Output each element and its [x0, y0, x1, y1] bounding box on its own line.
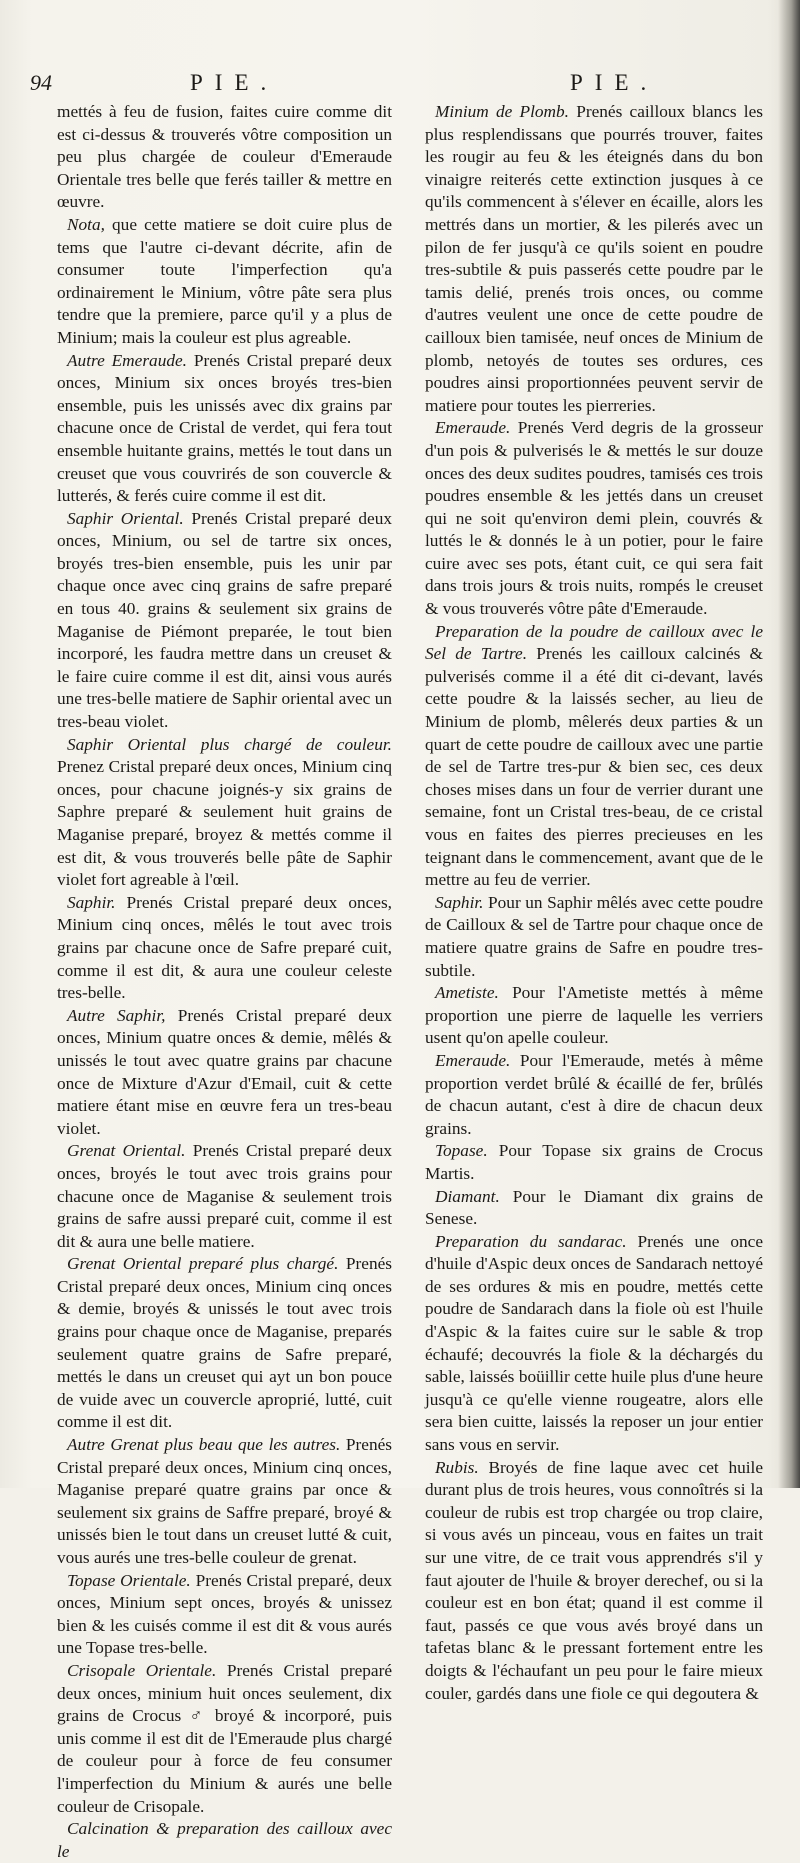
- paragraph: [57, 101, 392, 214]
- paragraph: [425, 1457, 763, 1706]
- paragraph-text: Pour l'Ametiste mettés à même proportion une pierre de laquelle les verriers usent qu'on apelle couleur.: [425, 983, 763, 1048]
- paragraph-text: Prenés Cristal preparé deux onces, Minium quatre onces & demie, mêlés & unissés le tout avec quatre grains par chacune once de Mixture d'Azur d'Email, cuit & cette matiere étant mise en œuvre fera un tres-beau violet.: [57, 1005, 392, 1138]
- paragraph-text: Prenés les cailloux calcinés & pulverisés comme il a été dit ci-devant, lavés cette poudre & la laissés secher, au lieu de Minium de plomb, mêlerés deux parties & un quart de cette poudre de cailloux avec une partie de sel de Tartre tres-pur & bien sec, ces deux choses mises dans un four de verrier durant une semaine, font un Cristal tres-beau, de ce cristal vous en faites des pierres precieuses en les teignant dans le commencement, avant que de le mettre au feu de verrier.: [425, 644, 763, 890]
- paragraph: [425, 101, 763, 417]
- paragraph: [425, 1231, 763, 1457]
- paragraph: [425, 1186, 763, 1231]
- paragraph: [57, 508, 392, 734]
- paragraph: [57, 1253, 392, 1434]
- paragraph: [57, 1434, 392, 1570]
- paragraph-text: Prenés Verd degris de la grosseur d'un pois & pulverisés le & mettés le sur douze onces des deux sudites poudres, tamisés ces trois poudres ensemble & les jettés dans un creuset qui ne soit qu'environ demi plein, couvrés & luttés le & donnés le à un potier, pour le faire cuire avec ses pots, étant cuit, ce qui sera fait dans trois jours & trois nuits, rompés le creuset & vous trouverés vôtre pâte d'Emeraude.: [425, 418, 763, 619]
- paragraph-text: Prenés Cristal preparé deux onces, Minium cinq onces, Maganise preparé quatre grains par once & seulement six grains de Saffre preparé, broyé & unissés bien le tout dans un creuset lutté & cuit, vous aurés une tres-belle couleur de grenat.: [57, 1435, 392, 1567]
- paragraph: [57, 350, 392, 508]
- paragraph-lead: Rubis.: [435, 1457, 479, 1477]
- running-head-right: PIE.: [570, 70, 659, 95]
- paragraph-lead: Topase Orientale.: [67, 1570, 191, 1590]
- paragraph: [425, 621, 763, 892]
- paragraph-lead: Emeraude.: [435, 1050, 511, 1070]
- paragraph-text: Prenez Cristal preparé deux onces, Minium cinq onces, pour chacune joignés-y six grains de Saphre preparé & seulement huit grains de Maganise preparé, broyez & mettés comme il est dit, & vous trouverés belle pâte de Saphir violet fort agreable à l'œil.: [57, 757, 392, 890]
- paragraph-lead: Grenat Oriental preparé plus chargé.: [67, 1254, 339, 1274]
- paragraph: [425, 417, 763, 620]
- paragraph-lead: Autre Saphir,: [67, 1005, 166, 1025]
- paragraph-lead: Calcination & preparation des cailloux avec le: [57, 1819, 392, 1861]
- left-column: [57, 101, 392, 1863]
- paragraph-text: Prenés Cristal preparé deux onces, Minium cinq onces & demie, broyés & unissés le tout avec trois grains pour chaque once de Maganise, preparés seulement quatre grains de Safre preparé, mettés le dans un creuset qui ayt un bon pouce de vuide avec un couvercle aproprié, lutté, cuit comme il est dit.: [57, 1254, 392, 1432]
- paragraph: [57, 1818, 392, 1863]
- paragraph-text: Prenés Cristal preparé deux onces, broyés le tout avec trois grains pour chacune once de Maganise & seulement trois grains de safre aussi preparé cuit, comme il est dit & aura une belle matiere.: [57, 1141, 392, 1251]
- paragraph-lead: Nota,: [67, 214, 105, 234]
- paragraph-text: mettés à feu de fusion, faites cuire comme dit est ci-dessus & trouverés vôtre composition un peu plus chargée de couleur d'Emeraude Orientale tres belle que ferés tailler & mettre en œuvre.: [57, 102, 392, 212]
- paragraph-lead: Topase.: [435, 1141, 488, 1161]
- paragraph: [425, 1050, 763, 1140]
- paragraph: [57, 214, 392, 350]
- paragraph-text: Prenés Cristal preparé deux onces, Minium six onces broyés tres-bien ensemble, puis les unissés avec dix grains par chacune once de Cristal de verdet, qui fera tout ensemble huitante grains, mettés le tout dans un creuset que vous couvrirés de son couvercle & lutterés, & ferés cuire comme il est dit.: [57, 350, 392, 506]
- paragraph: [425, 892, 763, 982]
- paragraph: [57, 1005, 392, 1141]
- paragraph-lead: Emeraude.: [435, 418, 511, 438]
- paragraph-lead: Saphir.: [67, 892, 116, 912]
- page-edge-shadow: [778, 0, 800, 1488]
- paragraph-lead: Preparation de la poudre de cailloux avec le Sel de Tartre.: [425, 621, 763, 664]
- paragraph-text: Prenés Cristal preparé, deux onces, Minium sept onces, broyés & unissez bien & les cuisés comme il est dit & vous aurés une Topase tres-belle.: [57, 1570, 392, 1658]
- paragraph-lead: Saphir Oriental plus chargé de couleur.: [67, 734, 392, 754]
- paragraph-text: que cette matiere se doit cuire plus de tems que l'autre ci-devant décrite, afin de consumer toute l'imperfection qu'a ordinairement le Minium, vôtre pâte sera plus tendre que la premiere, parce qu'il y a plus de Minium; mais la couleur est plus agreable.: [57, 214, 392, 347]
- paragraph-lead: Ametiste.: [435, 983, 499, 1003]
- paragraph: [57, 1140, 392, 1253]
- paragraph-text: Pour un Saphir mêlés avec cette poudre de Cailloux & sel de Tartre pour chaque once de matiere quatre grains de Safre en poudre tres-subtile.: [425, 892, 763, 980]
- paragraph-lead: Autre Grenat plus beau que les autres.: [67, 1435, 341, 1455]
- paragraph-text: Pour Topase six grains de Crocus Martis.: [425, 1141, 763, 1183]
- paragraph-text: Pour l'Emeraude, metés à même proportion verdet brûlé & écaillé de fer, brûlés de chacun autant, c'est à dire de chacun deux grains.: [425, 1050, 763, 1138]
- paragraph-text: Prenés Cristal preparé deux onces, Minium cinq onces, mêlés le tout avec trois grains par chacune once de Safre preparé cuit, comme il est dit, & aura une couleur celeste tres-belle.: [57, 892, 392, 1003]
- page-number: 94: [30, 70, 52, 95]
- paragraph-lead: Minium de Plomb.: [435, 102, 569, 121]
- page-header: [30, 70, 775, 100]
- right-column: [425, 101, 763, 1705]
- paragraph-text: Prenés Cristal preparé deux onces, minium huit onces seulement, dix grains de Crocus ♂ broyé & incorporé, puis unis comme il est dit de l'Emeraude plus chargé de couleur pour à force de feu consumer l'imperfection du Minium & aurés une belle couleur de Crisopale.: [57, 1660, 393, 1816]
- paragraph: [57, 734, 392, 892]
- paragraph-text: Prenés Cristal preparé deux onces, Minium, ou sel de tartre six onces, broyés tres-bien ensemble, puis les unir par chaque once avec cinq grains de safre preparé en tous 40. grains & seulement six grains de Maganise de Piémont preparée, le tout bien incorporé, les faudra mettre dans un creuset & le faire cuire comme il est dit, ainsi vous aurés une tres-belle matiere de Saphir oriental avec un tres-beau violet.: [57, 508, 392, 732]
- paragraph-lead: Grenat Oriental.: [67, 1141, 186, 1161]
- paragraph: [425, 1140, 763, 1185]
- paragraph-lead: Preparation du sandarac.: [435, 1231, 627, 1251]
- paragraph-lead: Saphir.: [435, 892, 484, 912]
- paragraph-lead: Crisopale Orientale.: [67, 1660, 217, 1680]
- paragraph-text: Prenés une once d'huile d'Aspic deux onces de Sandarach nettoyé de ses ordures & mis en poudre, mettés cette poudre de Sandarach dans la fiole où est l'huile d'Aspic & la faites cuire sur le sable & trop échaufé; decouvrés la fiole & la déchargés du sable, laissés boüillir cette huile plus d'une heure jusqu'à ce qu'elle vienne rougeatre, alors elle sera bien cuitte, laissés la reposer un jour entier sans vous en servir.: [425, 1231, 763, 1455]
- paragraph-lead: Saphir Oriental.: [67, 508, 184, 528]
- paragraph: [57, 1570, 392, 1660]
- paragraph-text: Pour le Diamant dix grains de Senese.: [425, 1186, 763, 1229]
- paragraph-text: Prenés cailloux blancs les plus resplendissans que pourrés trouver, faites les rougir au feu & les éteignés dans du bon vinaigre reiterés cette extinction jusques à ce qu'ils commencent à s'élever en écaille, alors les mettrés dans un mortier, & les pilerés avec un pilon de fer jusqu'à ce qu'ils soient en poudre tres-subtile & puis passerés cette poudre par le tamis delié, prenés trois onces, ou comme d'autres veulent une once de cette poudre de cailloux bien tamisée, neuf onces de Minium de plomb, netoyés de toutes ses ordures, ces poudres ainsi proportionnées peuvent servir de matiere pour toutes les pierreries.: [425, 102, 763, 415]
- paragraph: [425, 982, 763, 1050]
- paragraph-lead: Diamant.: [435, 1186, 500, 1206]
- paragraph-text: Broyés de fine laque avec cet huile durant plus de trois heures, vous connoîtrés si la couleur de rubis est trop chargée ou trop claire, si vous avés un pinceau, vous en faites un trait sur une vitre, de ce trait vous apprendrés s'il y faut ajouter de l'huile & broyer derechef, ou si la couleur est en bon état; quand il est comme il faut, passés ce que vous avés broyé dans un tafetas blanc & le pressant fortement entre les doigts & l'échaufant un peu pour le faire mieux couler, gardés dans une fiole ce qui degoutera &: [425, 1457, 763, 1703]
- paragraph-lead: Autre Emeraude.: [67, 350, 187, 370]
- running-head-left: PIE.: [190, 70, 279, 95]
- paragraph: [57, 1660, 392, 1818]
- paragraph: [57, 892, 392, 1005]
